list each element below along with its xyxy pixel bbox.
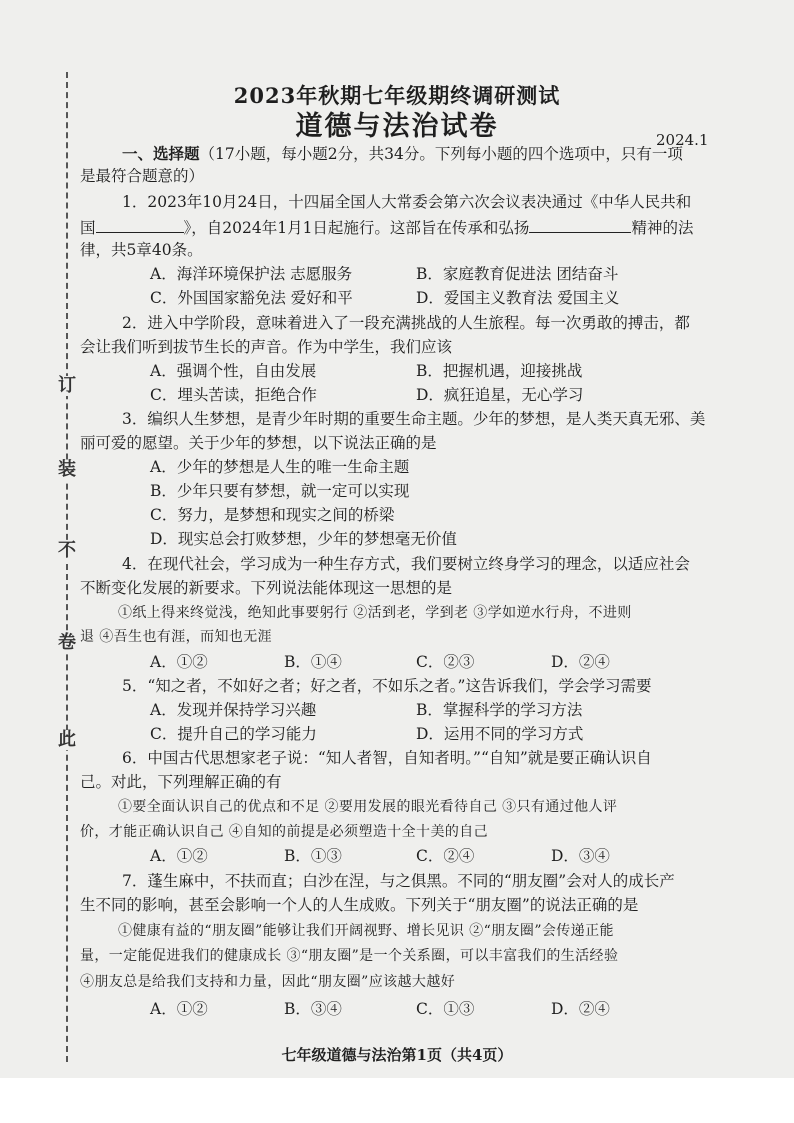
question-6-statements-cont: 价，才能正确认识自己 ④自知的前提是必须塑造十全十美的自己 bbox=[80, 824, 489, 840]
option-a: A．少年的梦想是人生的唯一生命主题 bbox=[150, 458, 410, 476]
question-7-statements-cont2: ④朋友总是给我们支持和力量，因此“朋友圈”应该越大越好 bbox=[80, 974, 456, 990]
option-c: C．②③ bbox=[416, 653, 475, 671]
option-b: B．少年只要有梦想，就一定可以实现 bbox=[150, 482, 410, 500]
question-1: 1．2023年10月24日，十四届全国人大常委会第六次会议表决通过《中华人民共和 bbox=[122, 193, 692, 211]
question-7: 7．蓬生麻中，不扶而直；白沙在涅，与之俱黑。不同的“朋友圈”会对人的成长产 bbox=[122, 872, 675, 890]
option-b: B．①③ bbox=[284, 847, 342, 865]
question-3-line2: 丽可爱的愿望。关于少年的梦想，以下说法正确的是 bbox=[80, 434, 437, 452]
question-7-statements-cont: 量，一定能促进我们的健康成长 ③“朋友圈”是一个关系圈，可以丰富我们的生活经验 bbox=[80, 948, 619, 964]
question-5: 5．“知之者，不如好之者；好之者，不如乐之者。”这告诉我们，学会学习需要 bbox=[122, 677, 652, 695]
option-d: D．爱国主义教育法 爱国主义 bbox=[416, 289, 620, 307]
question-6: 6．中国古代思想家老子说：“知人者智，自知者明。”“自知”就是要正确认识自 bbox=[122, 749, 652, 767]
question-7-statements: ①健康有益的“朋友圈”能够让我们开阔视野、增长见识 ②“朋友圈”会传递正能 bbox=[118, 923, 614, 939]
option-b: B．③④ bbox=[284, 1000, 342, 1018]
option-c: C．努力，是梦想和现实之间的桥梁 bbox=[150, 506, 395, 524]
option-a: A．海洋环境保护法 志愿服务 bbox=[150, 265, 353, 283]
question-4-statements: ①纸上得来终觉浅，绝知此事要躬行 ②活到老，学到老 ③学如逆水行舟，不进则 bbox=[118, 605, 632, 621]
exam-date: 2024.1 bbox=[656, 131, 709, 149]
option-d: D．②④ bbox=[551, 653, 610, 671]
binding-char: 订 bbox=[58, 375, 76, 396]
blank-1 bbox=[96, 216, 184, 233]
option-a: A．①② bbox=[150, 1000, 208, 1018]
exam-subject: 道德与法治试卷 bbox=[295, 111, 499, 142]
option-d: D．疯狂追星，无心学习 bbox=[416, 386, 584, 404]
option-b: B．把握机遇，迎接挑战 bbox=[416, 362, 583, 380]
question-6-line2: 己。对此，下列理解正确的有 bbox=[80, 773, 282, 791]
option-a: A．发现并保持学习兴趣 bbox=[150, 701, 317, 719]
option-a: A．强调个性，自由发展 bbox=[150, 362, 317, 380]
option-d: D．现实总会打败梦想，少年的梦想毫无价值 bbox=[150, 530, 457, 548]
blank-2 bbox=[529, 216, 631, 233]
exam-title: 2023年秋期七年级期终调研测试 bbox=[233, 83, 561, 108]
binding-char: 装 bbox=[58, 459, 76, 480]
option-a: A．①② bbox=[150, 653, 208, 671]
section-heading: 一、选择题 bbox=[122, 144, 200, 163]
option-d: D．②④ bbox=[551, 1000, 610, 1018]
question-2-line2: 会让我们听到拔节生长的声音。作为中学生，我们应该 bbox=[80, 338, 453, 356]
binding-line bbox=[66, 72, 68, 1062]
option-d: D．运用不同的学习方式 bbox=[416, 725, 584, 743]
option-b: B．①④ bbox=[284, 653, 342, 671]
section-instructions-cont: 是最符合题意的） bbox=[80, 167, 205, 185]
binding-char: 不 bbox=[58, 540, 76, 561]
option-c: C．①③ bbox=[416, 1000, 475, 1018]
page-footer: 七年级道德与法治第1页（共4页） bbox=[281, 1046, 513, 1064]
option-d: D．③④ bbox=[551, 847, 610, 865]
option-c: C．外国国家豁免法 爱好和平 bbox=[150, 289, 353, 307]
option-c: C．②④ bbox=[416, 847, 475, 865]
option-c: C．埋头苦读，拒绝合作 bbox=[150, 386, 317, 404]
question-4-line2: 不断变化发展的新要求。下列说法能体现这一思想的是 bbox=[80, 579, 453, 597]
binding-char: 卷 bbox=[58, 632, 76, 653]
section-instructions: 一、选择题（17小题，每小题2分，共34分。下列每小题的四个选项中，只有一项 bbox=[122, 144, 683, 163]
option-c: C．提升自己的学习能力 bbox=[150, 725, 317, 743]
option-b: B．家庭教育促进法 团结奋斗 bbox=[416, 265, 619, 283]
binding-char: 此 bbox=[58, 729, 76, 750]
question-1-line2: 国 》，自2024年1月1日起施行。这部旨在传承和弘扬 精神的法 bbox=[80, 216, 693, 238]
question-6-statements: ①要全面认识自己的优点和不足 ②要用发展的眼光看待自己 ③只有通过他人评 bbox=[118, 799, 618, 815]
question-1-line3: 律，共5章40条。 bbox=[80, 241, 203, 259]
question-4-statements-cont: 退 ④吾生也有涯，而知也无涯 bbox=[80, 629, 273, 645]
question-3: 3．编织人生梦想，是青少年时期的重要生命主题。少年的梦想，是人类天真无邪、美 bbox=[122, 410, 706, 428]
option-b: B．掌握科学的学习方法 bbox=[416, 701, 583, 719]
question-4: 4．在现代社会，学习成为一种生存方式，我们要树立终身学习的理念，以适应社会 bbox=[122, 555, 690, 573]
question-7-line2: 生不同的影响，甚至会影响一个人的人生成败。下列关于“朋友圈”的说法正确的是 bbox=[80, 896, 639, 914]
question-2: 2．进入中学阶段，意味着进入了一段充满挑战的人生旅程。每一次勇敢的搏击，都 bbox=[122, 314, 690, 332]
option-a: A．①② bbox=[150, 847, 208, 865]
